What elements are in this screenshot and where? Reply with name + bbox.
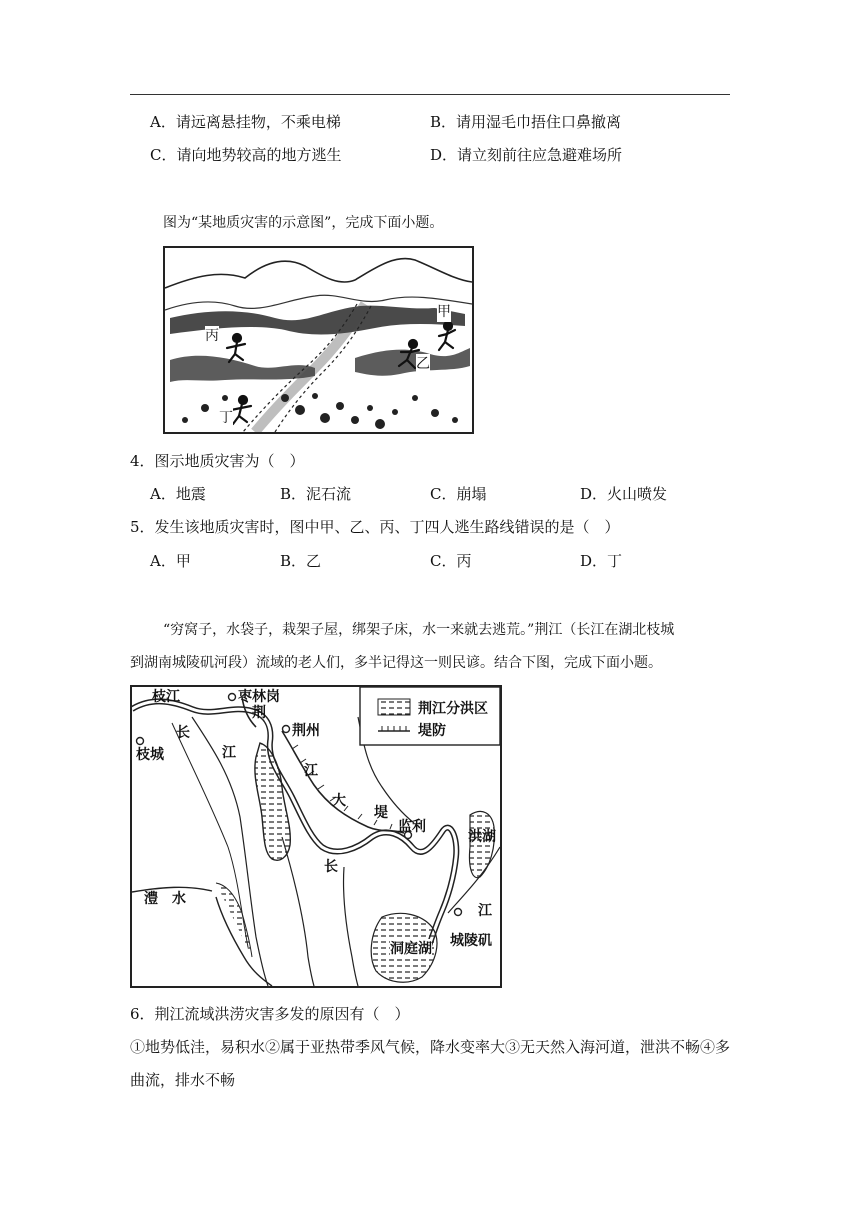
q4-stem: 4．图示地质灾害为（ ） (130, 452, 305, 470)
river-char-jiang-3: 江 (478, 903, 492, 919)
river-char-da: 大 (332, 793, 346, 809)
q5-option-c: C．丙 (430, 552, 472, 570)
place-jingzhou: 荆州 (292, 723, 320, 739)
q3-option-c: C．请向地势较高的地方逃生 (150, 146, 342, 164)
river-char-chang-2: 长 (324, 859, 338, 875)
q6-line-2: 曲流，排水不畅 (130, 1071, 236, 1089)
place-zaolingang: 枣林岗 (238, 689, 280, 705)
q5-option-b: B．乙 (280, 552, 322, 570)
q5-option-d: D．丁 (580, 552, 623, 570)
river-char-jiang-1: 江 (222, 745, 236, 761)
jingjiang-map (130, 685, 502, 988)
legend-dike: 堤防 (418, 723, 446, 739)
figure-label-bing: 丙 (205, 328, 219, 344)
place-dongtinghu: 洞庭湖 (390, 941, 432, 957)
figure-label-ding: 丁 (219, 410, 233, 426)
place-chenglingji: 城陵矶 (450, 933, 492, 949)
place-zhijiang: 枝江 (152, 689, 180, 705)
q5-stem: 5．发生该地质灾害时，图中甲、乙、丙、丁四人逃生路线错误的是（ ） (130, 518, 620, 536)
q6-line-1: ①地势低洼，易积水②属于亚热带季风气候，降水变率大③无天然入海河道，泄洪不畅④多 (130, 1038, 731, 1056)
q4-option-d: D．火山喷发 (580, 485, 668, 503)
q4-option-b: B．泥石流 (280, 485, 352, 503)
intro-line-1: “穷窝子，水袋子，栽架子屋，绑架子床，水一来就去逃荒。”荆江（长江在湖北枝城 (163, 622, 675, 638)
q6-stem: 6．荆江流域洪涝灾害多发的原因有（ ） (130, 1005, 410, 1023)
place-lishui: 澧 水 (144, 891, 186, 907)
q4-option-a: A．地震 (150, 485, 206, 503)
place-honghu: 洪湖 (468, 829, 496, 845)
river-char-jiang-2: 江 (304, 763, 318, 779)
place-zhicheng: 枝城 (136, 747, 164, 763)
q3-option-d: D．请立刻前往应急避难场所 (430, 146, 623, 164)
q4-option-c: C．崩塌 (430, 485, 487, 503)
river-char-di: 堤 (374, 805, 388, 821)
river-char-chang-1: 长 (176, 725, 190, 741)
q3-option-a: A．请远离悬挂物，不乘电梯 (150, 113, 341, 131)
figure-label-yi: 乙 (416, 356, 430, 372)
header-rule (130, 94, 730, 95)
legend-flood-zone: 荆江分洪区 (418, 701, 488, 717)
figure1-caption: 图为“某地质灾害的示意图”，完成下面小题。 (163, 215, 444, 231)
river-char-jing: 荆 (252, 705, 266, 721)
q5-option-a: A．甲 (150, 552, 191, 570)
figure-label-jia: 甲 (437, 304, 451, 320)
hazard-illustration (163, 246, 474, 434)
q3-option-b: B．请用湿毛巾捂住口鼻撤离 (430, 113, 622, 131)
intro-line-2: 到湖南城陵矶河段）流域的老人们，多半记得这一则民谚。结合下图，完成下面小题。 (130, 655, 662, 671)
place-jianli: 监利 (398, 819, 426, 835)
